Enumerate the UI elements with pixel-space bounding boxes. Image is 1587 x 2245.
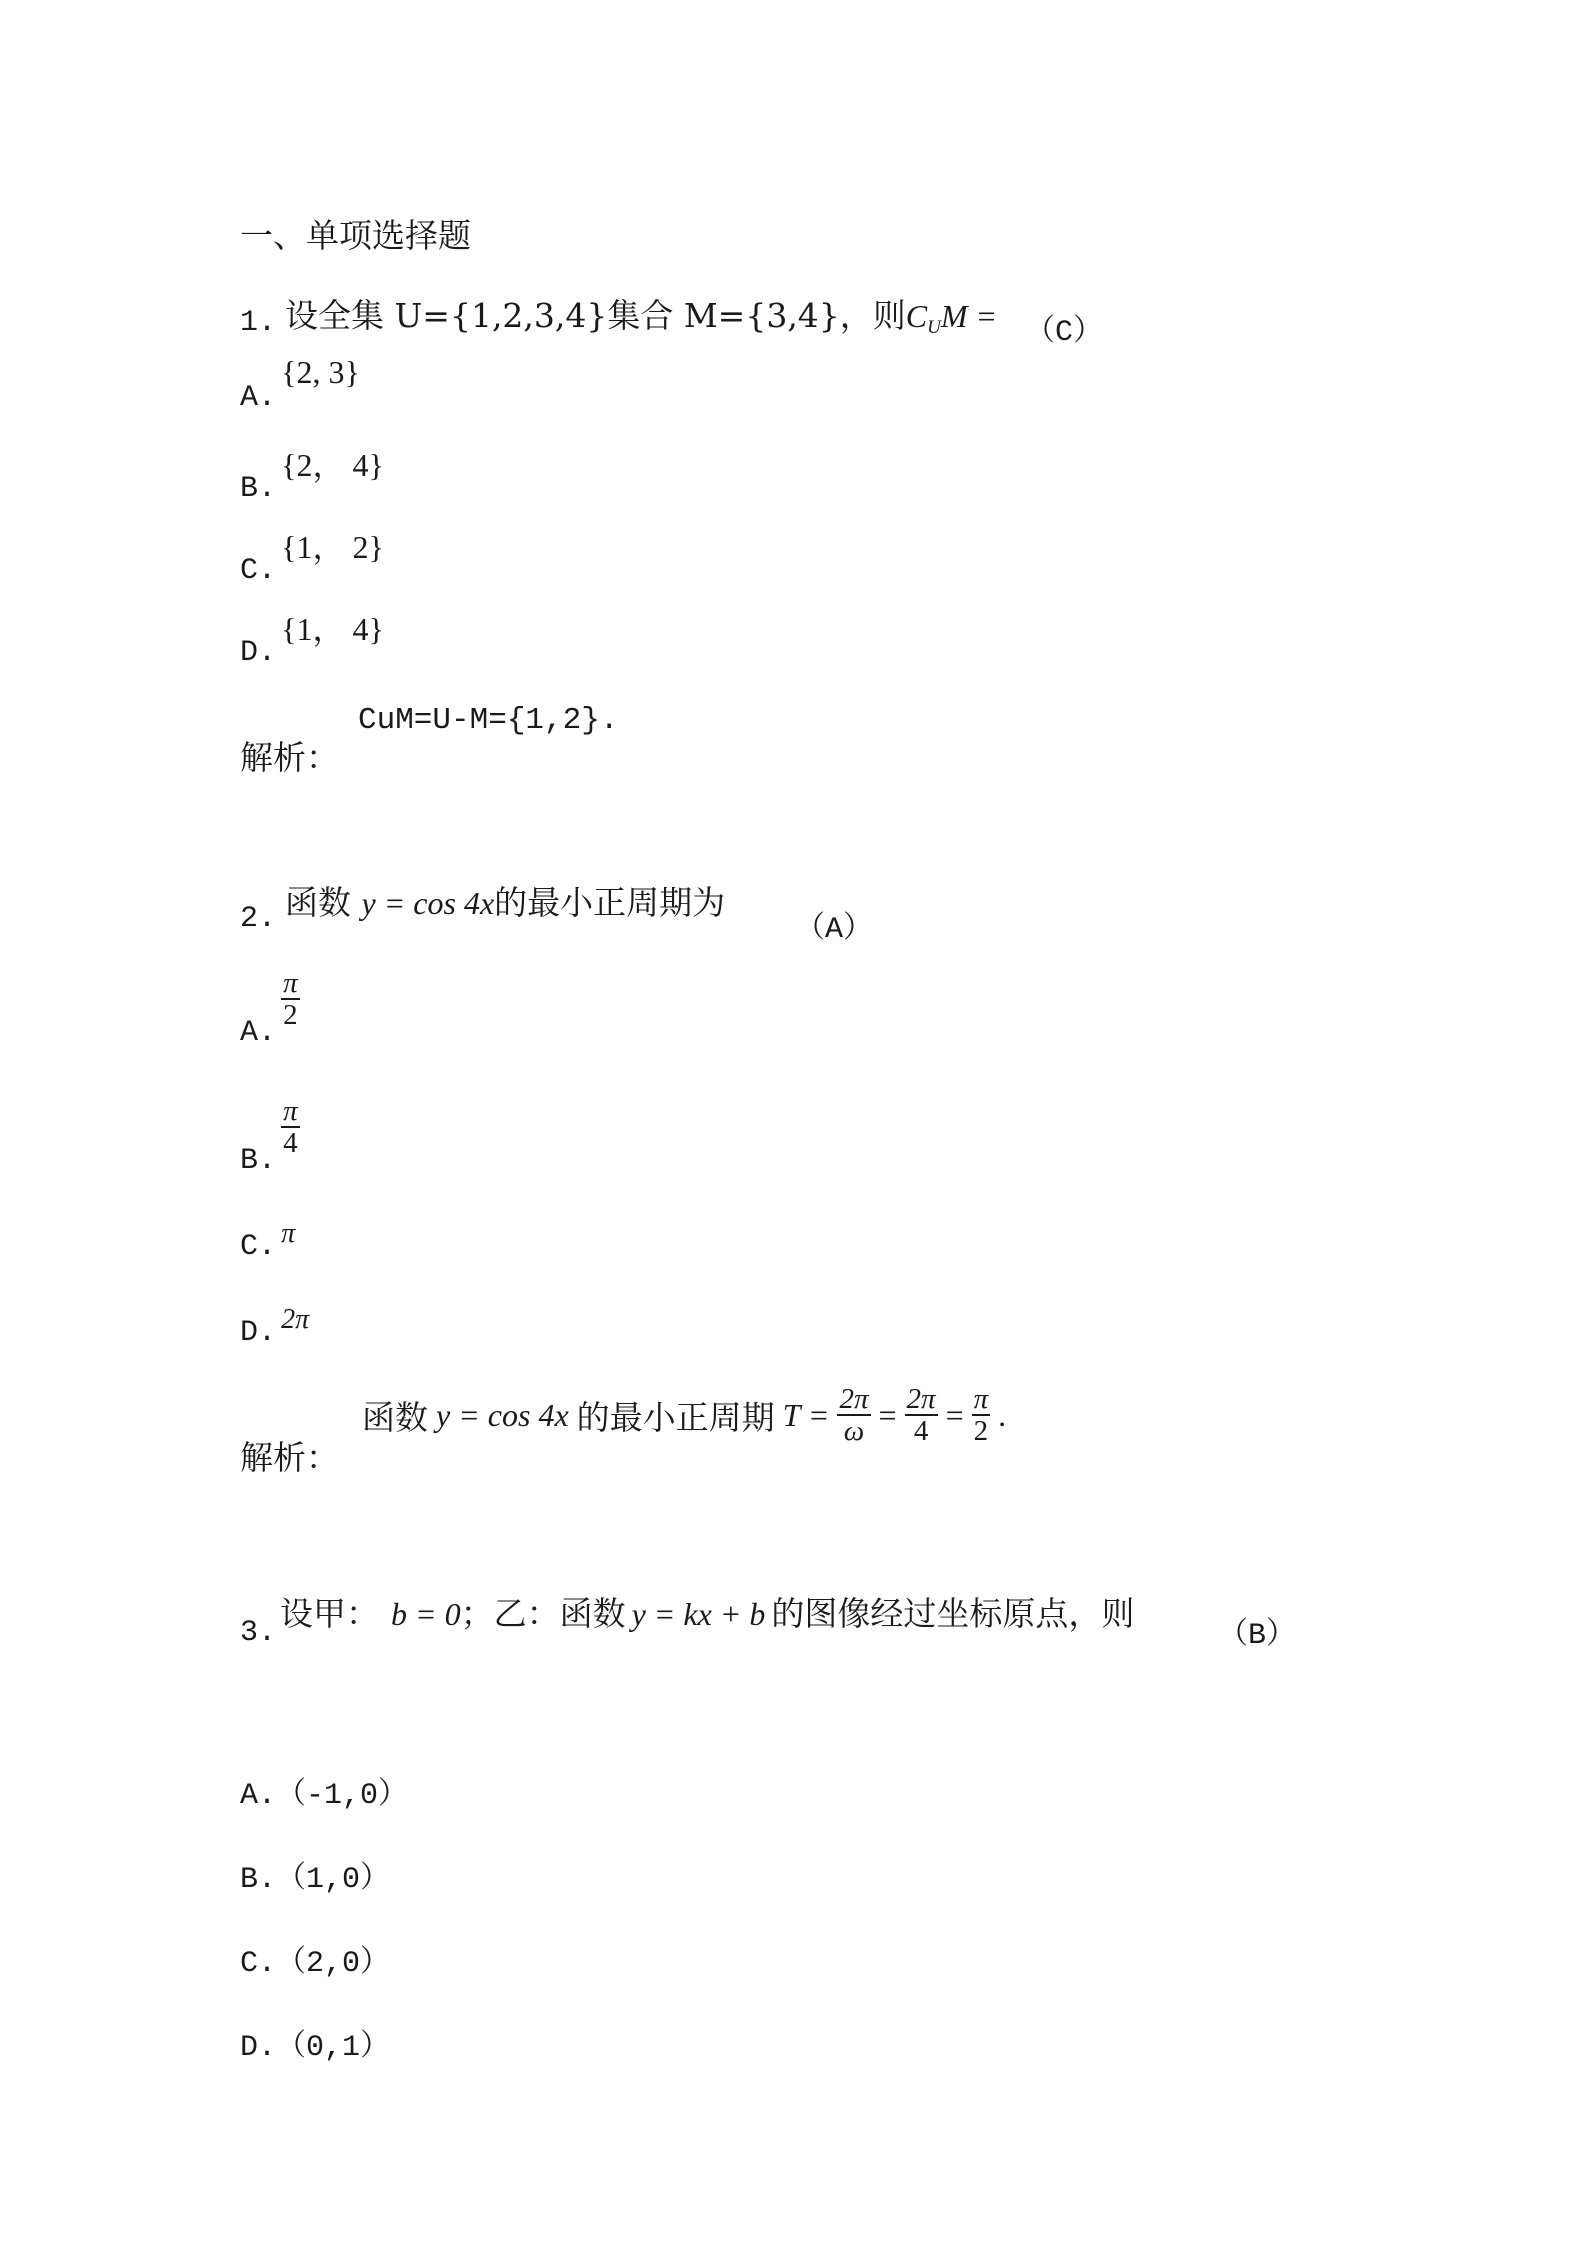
option-value: 2π	[281, 1304, 310, 1335]
option-a	[240, 354, 360, 415]
option-b	[240, 1095, 300, 1178]
analysis-text: CuM=U-M={1,2}.	[358, 703, 619, 738]
question-number: 2.	[240, 902, 277, 936]
fraction: $\frac{2\pi}{4}$	[906, 1383, 936, 1448]
option-d	[240, 1304, 310, 1350]
option-label: C.	[240, 554, 277, 588]
option-a	[240, 967, 300, 1050]
option-label: D.	[240, 636, 277, 670]
section-title: 一、单项选择题	[240, 216, 471, 255]
stem-math: $C_UM$ =	[905, 298, 998, 338]
analysis-formula: 函数 y = cos 4x 的最小正周期 T = $\frac{2\pi}{\omega}$ = $\frac{2\pi}{4}$ = $\frac{\pi}{2}$ .	[362, 1383, 1007, 1448]
answer-badge: （C）	[1025, 316, 1104, 350]
answer-badge: （A）	[795, 913, 874, 947]
option-label: B.	[240, 1143, 277, 1178]
option-label: D.	[240, 2031, 277, 2065]
question-number: 3.	[240, 1616, 277, 1650]
fraction: $\frac{2\pi}{\omega}$	[839, 1383, 869, 1448]
question-number: 1.	[240, 306, 277, 340]
stem-math: y = cos 4x	[361, 885, 495, 921]
fraction: $\frac{\pi}{2}$	[973, 1383, 989, 1448]
option-value: {1， 2}	[281, 529, 384, 565]
answer-badge: （B）	[1218, 1619, 1297, 1653]
option-fraction: $\frac{\pi}{2}$	[283, 967, 298, 1032]
option-value: （0,1）	[276, 2031, 391, 2065]
option-label: D.	[240, 1316, 277, 1350]
question-stem	[285, 290, 997, 339]
option-c	[240, 1936, 390, 1981]
option-value: {1， 4}	[281, 611, 384, 647]
option-value: （-1,0）	[276, 1779, 409, 1813]
option-b	[240, 1852, 390, 1897]
option-value: （1,0）	[276, 1863, 391, 1897]
option-c	[240, 1218, 296, 1264]
option-value: {2， 4}	[281, 447, 384, 483]
option-c	[240, 529, 384, 588]
option-value: {2, 3}	[281, 354, 360, 390]
stem-text: 设全集 U={1,2,3,4}集合 M={3,4}，则	[285, 296, 906, 335]
option-label: B.	[240, 472, 277, 506]
option-d	[240, 611, 384, 670]
option-label: C.	[240, 1947, 277, 1981]
option-label: A.	[240, 1779, 277, 1813]
question-stem: 函数 y = cos 4x的最小正周期为	[285, 883, 726, 922]
option-b	[240, 447, 384, 506]
option-value: （2,0）	[276, 1947, 391, 1981]
analysis-label: 解析：	[240, 1438, 339, 1477]
option-label: A.	[240, 1015, 277, 1050]
option-label: B.	[240, 1863, 277, 1897]
option-label: C.	[240, 1230, 277, 1264]
option-d	[240, 2020, 390, 2065]
option-a	[240, 1768, 408, 1813]
option-value: π	[281, 1218, 296, 1249]
option-fraction: $\frac{\pi}{4}$	[283, 1095, 298, 1160]
option-label: A.	[240, 381, 277, 415]
analysis-label: 解析：	[240, 738, 339, 777]
question-stem: 设甲： b = 0；乙：函数 y = kx + b 的图像经过坐标原点，则	[280, 1594, 1135, 1633]
